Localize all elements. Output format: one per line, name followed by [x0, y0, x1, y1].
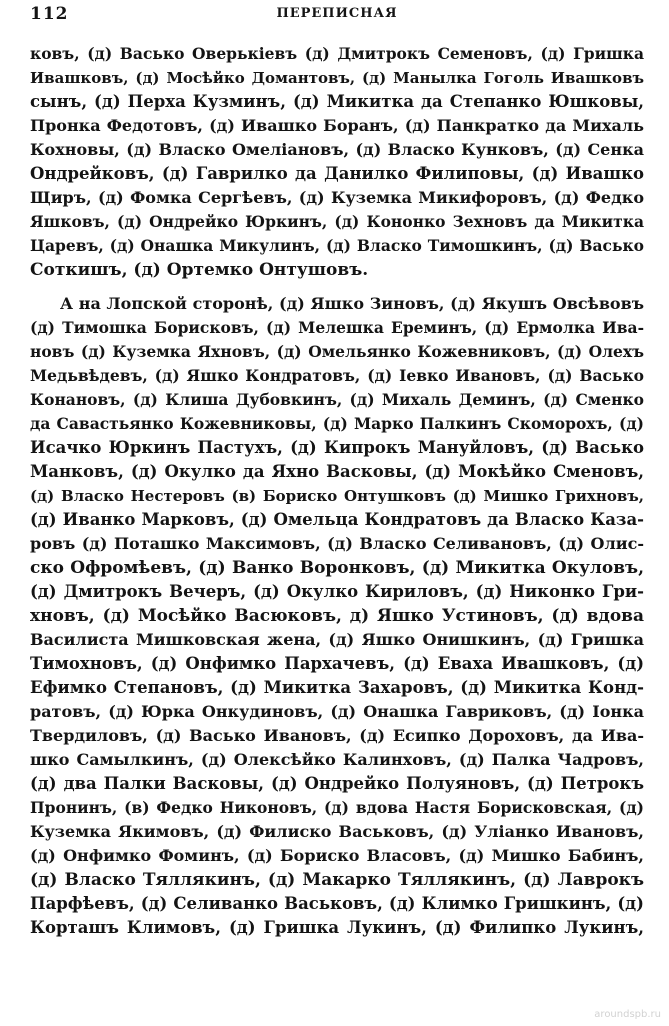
text-line: (д) Власко Тяллякинъ, (д) Макарко Тяллякинъ, (д) Лаврокъ: [30, 870, 644, 890]
text-line: Медьвѣдевъ, (д) Яшко Кондратовъ, (д) Іевко Ивановъ, (д) Васько: [30, 366, 644, 385]
page-number: 112: [30, 4, 69, 24]
text-line: Ондрейковъ, (д) Гаврилко да Данилко Филиповы, (д) Ивашко: [30, 164, 644, 183]
text-line: ковъ, (д) Васько Оверькіевъ (д) Дмитрокъ Семеновъ, (д) Гришка: [30, 44, 644, 63]
text-line: Парфѣевъ, (д) Селиванко Васьковъ, (д) Климко Гришкинъ, (д): [30, 894, 644, 913]
text-line: сынъ, (д) Перха Кузминъ, (д) Микитка да Степанко Юшковы,: [30, 92, 644, 111]
text-line: Манковъ, (д) Окулко да Яхно Васковы, (д) Мокѣйко Сменовъ,: [30, 462, 644, 481]
text-line: А на Лопской сторонѣ, (д) Яшко Зиновъ, (д) Якушъ Овсѣвовъ: [60, 294, 644, 313]
book-page: [30, 0, 644, 1026]
text-line: ратовъ, (д) Юрка Онкудиновъ, (д) Онашка Гавриковъ, (д) Іонка: [30, 702, 644, 721]
text-line: Щиръ, (д) Фомка Сергѣевъ, (д) Куземка Микифоровъ, (д) Федко: [30, 188, 644, 207]
text-line: Царевъ, (д) Онашка Микулинъ, (д) Власко Тимошкинъ, (д) Васько: [30, 236, 644, 255]
text-line: (д) Дмитрокъ Вечеръ, (д) Окулко Кириловъ, (д) Никонко Гри-: [30, 582, 644, 601]
text-line: Исачко Юркинъ Пастухъ, (д) Кипрокъ Мануйловъ, (д) Васько: [30, 438, 644, 457]
text-line: ровъ (д) Поташко Максимовъ, (д) Власко Селивановъ, (д) Олис-: [30, 534, 644, 553]
text-line: (д) Иванко Марковъ, (д) Омельца Кондратовъ да Власко Каза-: [30, 510, 644, 529]
text-line: Пронинъ, (в) Федко Никоновъ, (д) вдова Настя Борисковская, (д): [30, 798, 644, 817]
text-line: Яшковъ, (д) Ондрейко Юркинъ, (д) Кононко Зехновъ да Микитка: [30, 212, 644, 231]
text-line: Твердиловъ, (д) Васько Ивановъ, (д) Есипко Дороховъ, да Ива-: [30, 726, 644, 745]
text-line: (д) Тимошка Борисковъ, (д) Мелешка Ереминъ, (д) Ермолка Ива-: [30, 318, 644, 337]
text-line: Тимохновъ, (д) Онфимко Пархачевъ, (д) Еваха Ивашковъ, (д): [30, 654, 644, 673]
text-line: Куземка Якимовъ, (д) Филиско Васьковъ, (д) Уліанко Ивановъ,: [30, 822, 644, 841]
text-line: Ивашковъ, (д) Мосѣйко Домантовъ, (д) Манылка Гоголь Ивашковъ: [30, 69, 644, 87]
text-line: (д) Онфимко Фоминъ, (д) Бориско Власовъ, (д) Мишко Бабинъ,: [30, 846, 644, 865]
text-line: новъ (д) Куземка Яхновъ, (д) Омельянко Кожевниковъ, (д) Олехъ: [30, 342, 644, 361]
page-header: [30, 4, 644, 28]
text-line: ско Офромѣевъ, (д) Ванко Воронковъ, (д) Микитка Окуловъ,: [30, 558, 644, 578]
text-line: (д) два Палки Васковы, (д) Ондрейко Полуяновъ, (д) Петрокъ: [30, 774, 644, 793]
text-line: Пронка Федотовъ, (д) Ивашко Боранъ, (д) Панкратко да Михаль: [30, 116, 644, 135]
watermark: aroundspb.ru: [594, 1009, 661, 1020]
text-line: Кохновы, (д) Власко Омеліановъ, (д) Власко Кунковъ, (д) Сенка: [30, 140, 644, 159]
text-line: Конановъ, (д) Клиша Дубовкинъ, (д) Михаль Деминъ, (д) Сменко: [30, 390, 644, 409]
text-line: хновъ, (д) Мосѣйко Васюковъ, д) Яшко Устиновъ, (д) вдова: [30, 606, 644, 626]
text-line: Василиста Мишковская жена, (д) Яшко Онишкинъ, (д) Гришка: [30, 630, 644, 649]
text-line: (д) Власко Нестеровъ (в) Бориско Онтушковъ (д) Мишко Грихновъ,: [30, 487, 644, 505]
text-line: шко Самылкинъ, (д) Олексѣйко Калинховъ, (д) Палка Чадровъ,: [30, 750, 644, 769]
text-line: Соткишъ, (д) Ортемко Онтушовъ.: [30, 260, 369, 280]
text-line: Корташъ Климовъ, (д) Гришка Лукинъ, (д) Филипко Лукинъ,: [30, 918, 644, 937]
running-head: ПЕРЕПИСНАЯ: [276, 6, 398, 21]
text-line: да Савастьянко Кожевниковы, (д) Марко Палкинъ Скоморохъ, (д): [30, 414, 644, 433]
text-line: Ефимко Степановъ, (д) Микитка Захаровъ, (д) Микитка Конд-: [30, 678, 644, 697]
